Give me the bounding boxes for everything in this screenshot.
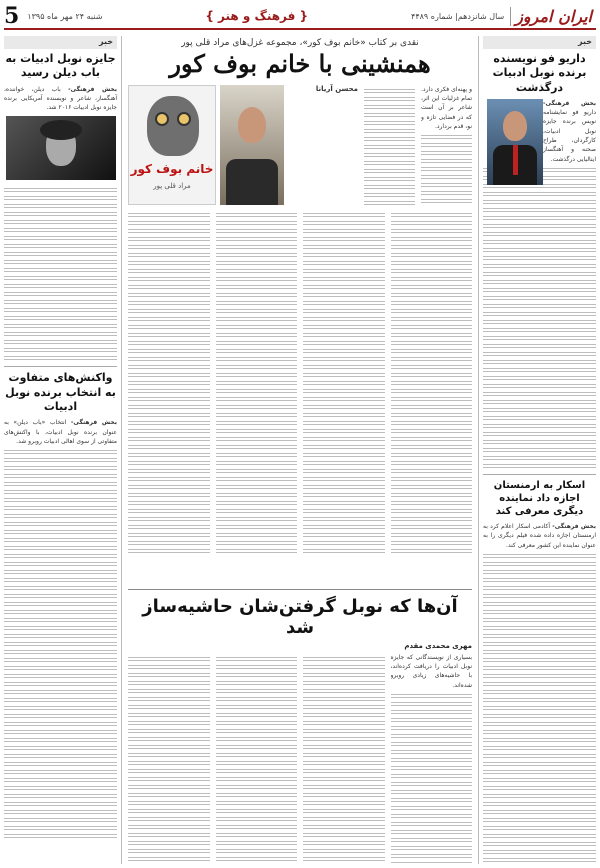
news-headline-oscar-armenia: اسکار به ارمنستان اجازه داد نماینده دیگری معرفی کند xyxy=(493,479,586,517)
left-news-column xyxy=(4,36,122,864)
news-lead: بخش فرهنگی- xyxy=(68,85,117,93)
news-body xyxy=(4,418,117,446)
feature-body: و پهنه‌ای فکری دارد. تمام غزلیات این اثر، شاعر بر آن است که در فضایی تازه و نو، قدم بردارد. xyxy=(421,85,472,130)
news-text: انتخاب «باب دیلن» به عنوان برنده نوبل ادبیات، با واکنش‌های متفاوتی از سوی اهالی ادبیات روبرو شد. xyxy=(4,419,117,445)
owl-icon xyxy=(147,96,199,156)
news-headline-dario-fo: داریو فو نویسنده برنده نوبل ادبیات درگذشت xyxy=(492,52,587,94)
news-headline-nobel-reactions: واکنش‌های متفاوت به انتخاب برنده نوبل ادبیات xyxy=(5,371,116,414)
news-body xyxy=(483,522,596,550)
center-feature-area xyxy=(128,36,472,864)
issue-number: سال شانزدهم| شماره ۴۴۸۹ xyxy=(411,11,505,21)
news-label: خبر xyxy=(483,36,596,49)
nobel-article-byline: مهری محمدی مقدم xyxy=(404,641,472,650)
news-text: آکادمی اسکار اعلام کرد به ارمنستان اجازه داده شده فیلم دیگری را به عنوان نماینده این کشور معرفی کند. xyxy=(483,522,596,549)
feature-article xyxy=(128,85,472,590)
feature-top-columns xyxy=(364,85,472,205)
news-body xyxy=(4,85,117,113)
book-cover-author: مراد قلی پور xyxy=(153,181,191,190)
news-label: خبر xyxy=(4,36,117,49)
bob-dylan-photo xyxy=(6,116,116,180)
newspaper-logo: ایران امروز xyxy=(510,7,596,26)
news-headline-bob-dylan: جایزه نوبل ادبیات به باب دیلن رسید xyxy=(5,52,116,80)
news-lead: بخش فرهنگی- xyxy=(543,99,596,107)
news-lead: بخش فرهنگی- xyxy=(70,419,117,427)
nobel-article-body: بسیاری از نویسندگانی که جایزه نوبل ادبیات را دریافت کرده‌اند، با حاشیه‌های زیادی روبرو شده‌اند. xyxy=(390,653,472,689)
feature-byline: محسن آریانا xyxy=(315,84,358,93)
masthead xyxy=(4,4,596,30)
masthead-left xyxy=(4,3,102,29)
nobel-article-headline: آن‌ها که نوبل گرفتن‌شان حاشیه‌ساز شد xyxy=(142,595,458,638)
right-news-column xyxy=(478,36,596,864)
news-text: باب دیلن، خواننده، آهنگساز، شاعر و نویسنده آمریکایی برنده جایزه نوبل ادبیات ۲۰۱۶ شد. xyxy=(4,85,117,112)
author-photo xyxy=(220,85,284,205)
feature-headline: همنشینی با خانم بوف کور xyxy=(169,49,431,78)
issue-date: شنبه ۲۴ مهر ماه ۱۳۹۵ xyxy=(27,11,103,21)
feature-columns xyxy=(128,209,472,585)
news-text: داریو فو نمایشنامه نویس برنده جایزه نوبل ادبیات، کارگردان، طراح صحنه و آهنگساز ایتالیایی درگذشت. xyxy=(543,109,596,163)
news-lead: بخش فرهنگی- xyxy=(552,522,596,530)
feature-kicker: نقدی بر کتاب «خانم بوف کور»، مجموعه غزل‌های مراد قلی پور xyxy=(181,38,419,48)
book-cover-image xyxy=(128,85,216,205)
page-number: 5 xyxy=(4,3,20,29)
nobel-article-columns xyxy=(128,653,472,864)
section-title: { فرهنگ و هنر } xyxy=(205,9,309,23)
dario-fo-photo xyxy=(487,99,543,185)
book-cover-title: خانم بوف کور xyxy=(130,161,214,176)
masthead-right xyxy=(411,7,596,26)
